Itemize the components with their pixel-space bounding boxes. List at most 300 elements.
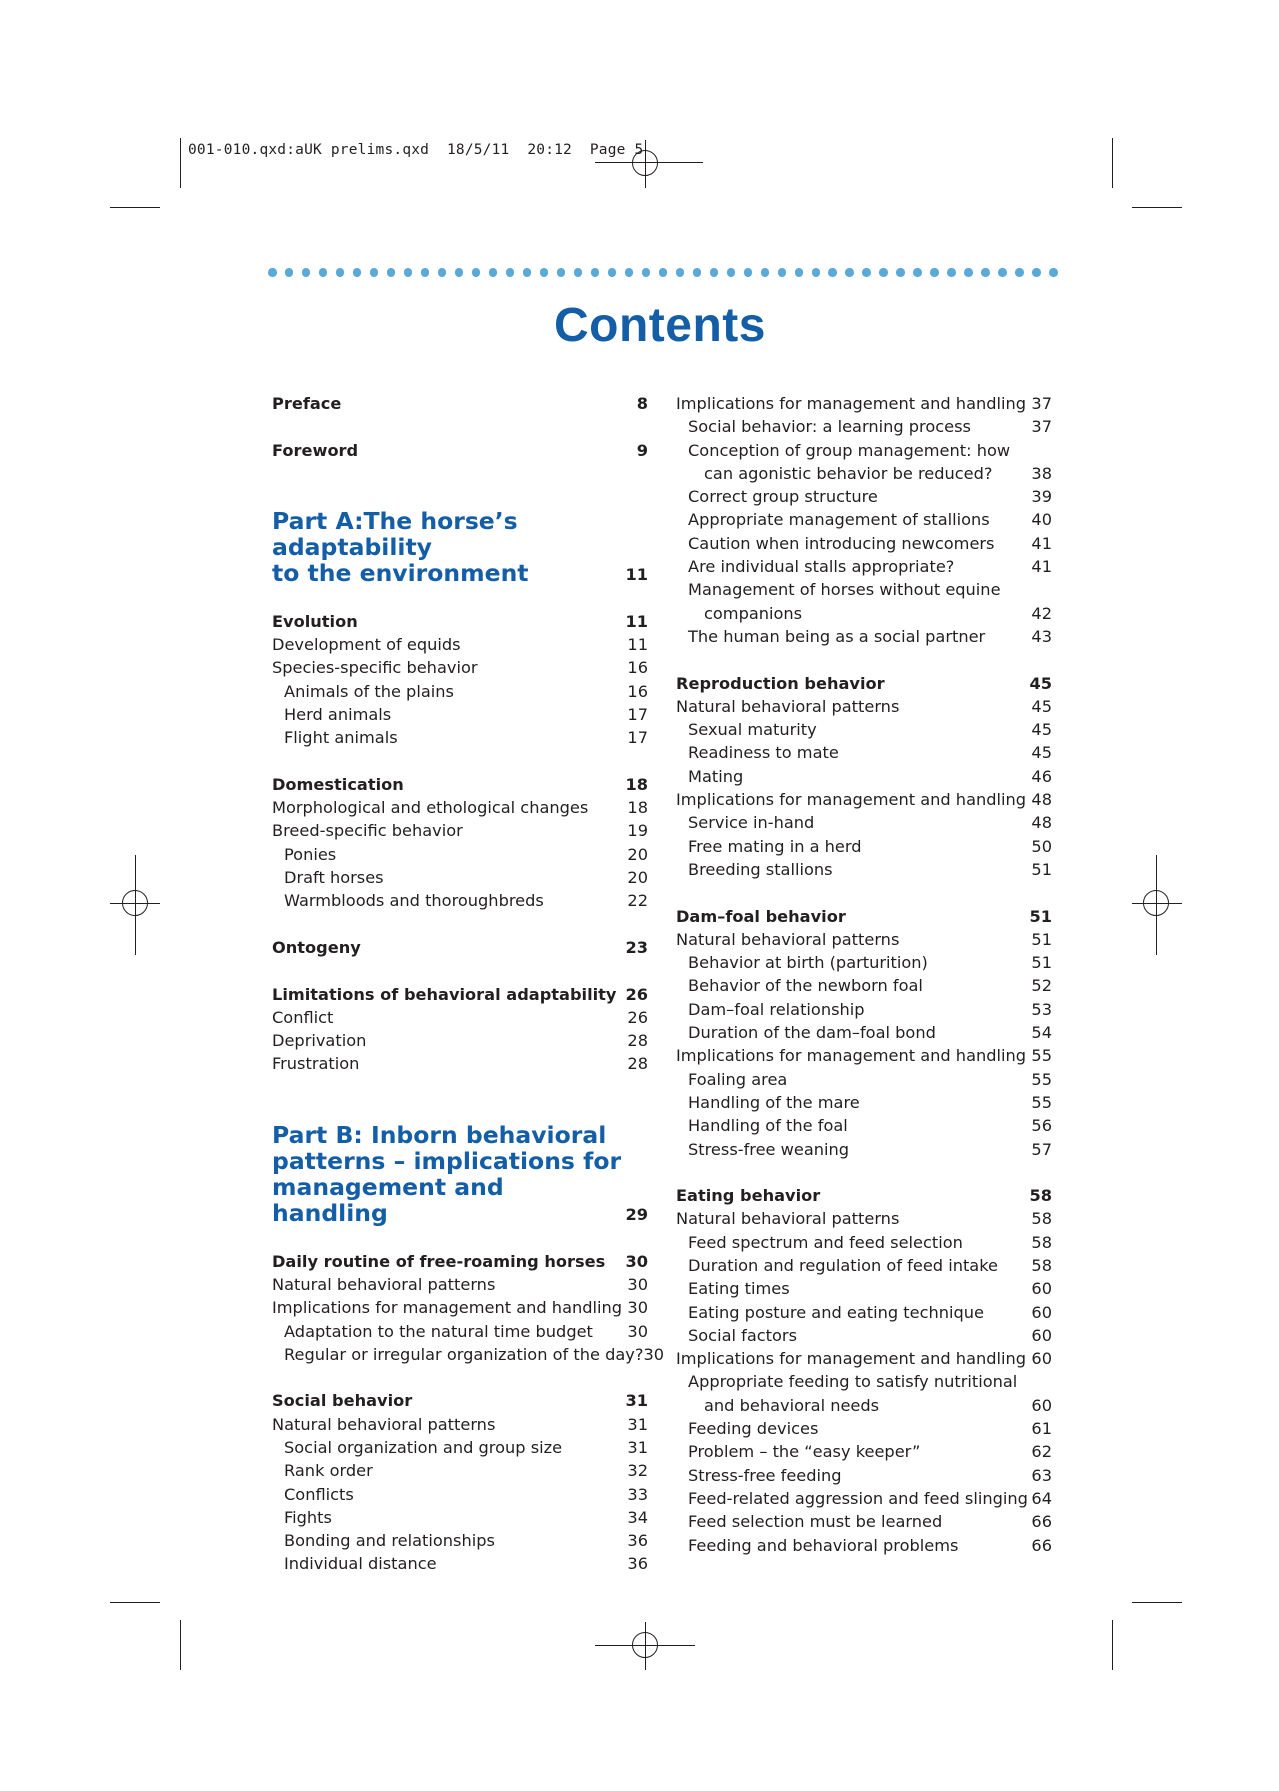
toc-chapter-entry[interactable] <box>676 672 1052 695</box>
toc-page-number: 36 <box>627 1531 648 1551</box>
toc-page-number: 60 <box>1031 1279 1052 1299</box>
toc-entry-title: Appropriate feeding to satisfy nutritional <box>688 1372 1018 1392</box>
toc-chapter-entry[interactable] <box>272 439 648 462</box>
rule-dot <box>964 268 973 277</box>
toc-page-number: 45 <box>1031 696 1052 716</box>
toc-entry-title: Development of equids <box>272 635 461 655</box>
crop-mark-tl-h <box>110 207 160 208</box>
toc-page-number: 55 <box>1031 1069 1052 1089</box>
toc-entry[interactable] <box>272 1552 648 1575</box>
toc-entry-title: Handling of the foal <box>688 1116 848 1136</box>
toc-page-number: 20 <box>627 844 648 864</box>
toc-entry-title: Caution when introducing newcomers <box>688 533 995 553</box>
toc-entry[interactable] <box>676 439 1052 462</box>
page-title: Contents <box>554 299 766 352</box>
toc-entry[interactable] <box>676 1464 1052 1487</box>
toc-entry-title: Deprivation <box>272 1031 367 1051</box>
toc-part-title: Part A:The horse’s adaptability to the environment <box>272 507 529 588</box>
toc-entry-title: Mating <box>688 766 744 786</box>
toc-entry-title: Feeding devices <box>688 1419 819 1439</box>
toc-entry-title: Fights <box>284 1507 332 1527</box>
toc-entry[interactable] <box>272 866 648 889</box>
toc-spacer <box>272 959 648 982</box>
toc-entry-title: Stress-free weaning <box>688 1139 850 1159</box>
toc-entry-title: Limitations of behavioral adaptability <box>272 984 617 1004</box>
toc-page-number: 57 <box>1031 1139 1052 1159</box>
toc-page-number: 58 <box>1029 1186 1052 1206</box>
toc-page-number: 30 <box>627 1274 648 1294</box>
toc-page-number: 33 <box>627 1484 648 1504</box>
toc-spacer <box>272 1076 648 1123</box>
rule-dot <box>489 268 498 277</box>
toc-spacer <box>272 1226 648 1249</box>
toc-entry[interactable] <box>676 811 1052 834</box>
toc-page-number: 37 <box>1031 417 1052 437</box>
toc-entry[interactable] <box>676 1021 1052 1044</box>
rule-dot <box>659 268 668 277</box>
toc-entry[interactable] <box>676 1510 1052 1533</box>
toc-page-number: 32 <box>627 1461 648 1481</box>
rule-dot <box>387 268 396 277</box>
toc-entry[interactable] <box>272 703 648 726</box>
toc-entry[interactable] <box>676 1370 1052 1393</box>
rule-dot <box>353 268 362 277</box>
toc-entry-title: companions <box>704 603 803 623</box>
toc-entry-title: can agonistic behavior be reduced? <box>704 463 993 483</box>
toc-entry-title: Social organization and group size <box>284 1437 563 1457</box>
toc-spacer <box>676 648 1052 671</box>
toc-entry-title: and behavioral needs <box>704 1395 880 1415</box>
toc-entry[interactable] <box>676 1091 1052 1114</box>
toc-entry-title: Daily routine of free-roaming horses <box>272 1251 606 1271</box>
toc-entry-title: Conception of group management: how <box>688 440 1011 460</box>
toc-entry-title: Implications for management and handling <box>272 1298 623 1318</box>
toc-page-number: 29 <box>625 1205 648 1225</box>
toc-entry-title: Implications for management and handling <box>676 1349 1027 1369</box>
toc-page-number: 31 <box>625 1391 648 1411</box>
toc-chapter-entry[interactable] <box>676 905 1052 928</box>
toc-entry-title: Natural behavioral patterns <box>676 696 900 716</box>
toc-page-number: 58 <box>1031 1209 1052 1229</box>
toc-entry-title: Foaling area <box>688 1069 788 1089</box>
toc-entry-title: Breed-specific behavior <box>272 821 463 841</box>
toc-entry-title: Correct group structure <box>688 487 878 507</box>
rule-dot <box>676 268 685 277</box>
toc-entry[interactable] <box>676 555 1052 578</box>
toc-entry-title: Behavior of the newborn foal <box>688 976 923 996</box>
toc-entry-title: Eating posture and eating technique <box>688 1302 985 1322</box>
toc-entry-title: Reproduction behavior <box>676 673 885 693</box>
toc-entry[interactable] <box>676 462 1052 485</box>
toc-entry[interactable] <box>272 680 648 703</box>
rule-dot <box>557 268 566 277</box>
toc-page-number: 58 <box>1031 1255 1052 1275</box>
toc-entry-title: Duration and regulation of feed intake <box>688 1255 998 1275</box>
toc-page-number: 43 <box>1031 626 1052 646</box>
toc-entry-title: Free mating in a herd <box>688 836 862 856</box>
toc-page-number: 46 <box>1031 766 1052 786</box>
toc-entry-title: Management of horses without equine <box>688 580 1001 600</box>
toc-entry[interactable] <box>272 1273 648 1296</box>
toc-entry[interactable] <box>676 951 1052 974</box>
toc-page-number: 42 <box>1031 603 1052 623</box>
rule-dot <box>947 268 956 277</box>
toc-chapter-entry[interactable] <box>272 392 648 415</box>
toc-entry[interactable] <box>676 1487 1052 1510</box>
toc-page-number: 30 <box>643 1344 665 1364</box>
toc-page-number: 17 <box>627 704 648 724</box>
toc-entry-title: Domestication <box>272 774 404 794</box>
toc-entry[interactable] <box>272 1343 665 1366</box>
toc-entry[interactable] <box>676 998 1052 1021</box>
toc-page-number: 28 <box>627 1054 648 1074</box>
toc-entry[interactable] <box>676 765 1052 788</box>
rule-dot <box>1049 268 1058 277</box>
toc-entry-title: Morphological and ethological changes <box>272 798 589 818</box>
toc-entry-title: Frustration <box>272 1054 360 1074</box>
rule-dot <box>727 268 736 277</box>
rule-dot <box>913 268 922 277</box>
toc-chapter-entry[interactable] <box>272 1250 648 1273</box>
toc-entry-title: Eating times <box>688 1279 790 1299</box>
toc-entry[interactable] <box>676 392 1052 415</box>
toc-page-number: 55 <box>1031 1046 1052 1066</box>
toc-page-number: 62 <box>1031 1442 1052 1462</box>
toc-entry[interactable] <box>272 1296 648 1319</box>
crop-mark-br-h <box>1132 1602 1182 1603</box>
toc-page-number: 30 <box>627 1321 648 1341</box>
toc-entry-title: Implications for management and handling <box>676 1046 1027 1066</box>
toc-entry-title: Eating behavior <box>676 1186 821 1206</box>
crop-mark-br-v <box>1112 1620 1113 1670</box>
toc-entry-title: Are individual stalls appropriate? <box>688 557 955 577</box>
toc-entry[interactable] <box>272 1436 648 1459</box>
toc-page-number: 66 <box>1031 1535 1052 1555</box>
toc-entry-title: Regular or irregular organization of the day? <box>284 1344 644 1364</box>
rule-dot <box>795 268 804 277</box>
toc-page-number: 23 <box>625 937 648 957</box>
rule-dot <box>1015 268 1024 277</box>
toc-page-number: 51 <box>1031 859 1052 879</box>
dotted-rule <box>268 268 1058 280</box>
toc-page-number: 40 <box>1031 510 1052 530</box>
toc-entry-title: Natural behavioral patterns <box>272 1274 496 1294</box>
toc-page-number: 16 <box>627 658 648 678</box>
toc-entry-title: Dam–foal relationship <box>688 999 865 1019</box>
toc-entry-title: Ontogeny <box>272 937 361 957</box>
rule-dot <box>455 268 464 277</box>
toc-entry[interactable] <box>272 1529 648 1552</box>
toc-entry[interactable] <box>676 1440 1052 1463</box>
toc-chapter-entry[interactable] <box>272 983 648 1006</box>
rule-dot <box>998 268 1007 277</box>
toc-page-number: 45 <box>1029 673 1052 693</box>
toc-part-title: Part B: Inborn behavioral patterns – implications for management and handling <box>272 1121 622 1228</box>
toc-spacer <box>676 881 1052 904</box>
toc-entry-title: Behavior at birth (parturition) <box>688 953 928 973</box>
toc-entry[interactable] <box>272 889 648 912</box>
reg-mark-right-circle <box>1143 890 1169 916</box>
toc-entry[interactable] <box>272 1052 648 1075</box>
toc-spacer <box>272 462 648 509</box>
toc-entry-title: Natural behavioral patterns <box>272 1414 496 1434</box>
toc-entry[interactable] <box>676 1301 1052 1324</box>
rule-dot <box>574 268 583 277</box>
rule-dot <box>862 268 871 277</box>
toc-entry[interactable] <box>676 1417 1052 1440</box>
toc-entry-title: Breeding stallions <box>688 859 833 879</box>
toc-spacer <box>272 1366 648 1389</box>
toc-entry-title: Feed spectrum and feed selection <box>688 1232 963 1252</box>
toc-page-number: 11 <box>625 611 648 631</box>
toc-spacer <box>272 750 648 773</box>
toc-part-heading[interactable] <box>272 508 648 586</box>
rule-dot <box>930 268 939 277</box>
printer-slug: 001-010.qxd:aUK prelims.qxd 18/5/11 20:12 Page 5 <box>188 142 644 158</box>
reg-mark-bottom-circle <box>632 1632 658 1658</box>
crop-mark-bl-v <box>180 1620 181 1670</box>
toc-entry-title: Conflict <box>272 1007 334 1027</box>
toc-entry[interactable] <box>676 1324 1052 1347</box>
toc-entry[interactable] <box>676 741 1052 764</box>
rule-dot <box>336 268 345 277</box>
toc-entry-title: Problem – the “easy keeper” <box>688 1442 921 1462</box>
toc-left-column <box>272 392 665 1576</box>
toc-page-number: 28 <box>627 1031 648 1051</box>
toc-entry[interactable] <box>272 1459 648 1482</box>
toc-entry-title: Flight animals <box>284 728 398 748</box>
toc-page-number: 52 <box>1031 976 1052 996</box>
toc-entry-title: Implications for management and handling <box>676 790 1027 810</box>
toc-page-number: 64 <box>1031 1488 1052 1508</box>
rule-dot <box>523 268 532 277</box>
toc-entry-title: Ponies <box>284 844 337 864</box>
toc-entry-title: Natural behavioral patterns <box>676 929 900 949</box>
toc-page-number: 26 <box>627 1007 648 1027</box>
toc-page-number: 36 <box>627 1554 648 1574</box>
toc-entry[interactable] <box>272 1029 648 1052</box>
toc-page-number: 19 <box>627 821 648 841</box>
toc-page-number: 41 <box>1031 533 1052 553</box>
toc-entry[interactable] <box>676 485 1052 508</box>
toc-spacer <box>676 1161 1052 1184</box>
toc-entry[interactable] <box>676 1534 1052 1557</box>
toc-page-number: 22 <box>627 891 648 911</box>
toc-page-number: 8 <box>636 394 648 413</box>
toc-page-number: 60 <box>1031 1325 1052 1345</box>
toc-entry-title: Handling of the mare <box>688 1092 860 1112</box>
toc-page-number: 58 <box>1031 1232 1052 1252</box>
toc-entry-title: Social behavior: a learning process <box>688 417 971 437</box>
toc-page-number: 30 <box>625 1251 648 1271</box>
toc-page-number: 66 <box>1031 1512 1052 1532</box>
rule-dot <box>896 268 905 277</box>
toc-entry-title: Feed-related aggression and feed slinging <box>688 1488 1028 1508</box>
rule-dot <box>761 268 770 277</box>
toc-entry[interactable] <box>272 1506 648 1529</box>
toc-page-number: 26 <box>625 984 648 1004</box>
toc-spacer <box>272 415 648 438</box>
rule-dot <box>608 268 617 277</box>
toc-page-number: 17 <box>627 728 648 748</box>
toc-part-heading[interactable] <box>272 1122 648 1226</box>
toc-entry-title: Natural behavioral patterns <box>676 1209 900 1229</box>
toc-entry[interactable] <box>676 718 1052 741</box>
reg-mark-left-circle <box>122 890 148 916</box>
toc-entry[interactable] <box>676 974 1052 997</box>
toc-page-number: 18 <box>627 798 648 818</box>
toc-entry-title: Herd animals <box>284 704 392 724</box>
toc-entry[interactable] <box>676 415 1052 438</box>
rule-dot <box>319 268 328 277</box>
toc-page-number: 30 <box>627 1298 648 1318</box>
rule-dot <box>981 268 990 277</box>
toc-entry[interactable] <box>676 928 1052 951</box>
rule-dot <box>370 268 379 277</box>
toc-page-number: 38 <box>1031 463 1052 483</box>
toc-entry-title: Conflicts <box>284 1484 354 1504</box>
toc-entry-title: Adaptation to the natural time budget <box>284 1321 593 1341</box>
toc-entry[interactable] <box>272 1006 648 1029</box>
toc-page-number: 31 <box>627 1414 648 1434</box>
toc-chapter-entry[interactable] <box>272 1389 648 1412</box>
crop-mark-tl-v <box>180 138 181 188</box>
rule-dot <box>744 268 753 277</box>
toc-entry-title: Appropriate management of stallions <box>688 510 990 530</box>
toc-entry-title: Readiness to mate <box>688 743 839 763</box>
rule-dot <box>472 268 481 277</box>
toc-entry[interactable] <box>676 625 1052 648</box>
toc-page-number: 54 <box>1031 1023 1052 1043</box>
toc-page-number: 11 <box>627 635 648 655</box>
toc-entry-title: Feeding and behavioral problems <box>688 1535 959 1555</box>
crop-mark-bl-h <box>110 1602 160 1603</box>
toc-entry[interactable] <box>676 1138 1052 1161</box>
toc-page-number: 53 <box>1031 999 1052 1019</box>
toc-page-number: 45 <box>1031 743 1052 763</box>
rule-dot <box>285 268 294 277</box>
toc-entry[interactable] <box>676 1207 1052 1230</box>
toc-entry-title: Foreword <box>272 440 359 460</box>
toc-chapter-entry[interactable] <box>272 610 648 633</box>
rule-dot <box>642 268 651 277</box>
toc-entry[interactable] <box>676 1231 1052 1254</box>
crop-mark-tr-v <box>1112 138 1113 188</box>
toc-chapter-entry[interactable] <box>272 773 648 796</box>
toc-entry[interactable] <box>676 695 1052 718</box>
toc-entry[interactable] <box>676 1394 1052 1417</box>
toc-entry-title: Animals of the plains <box>284 681 454 701</box>
rule-dot <box>710 268 719 277</box>
toc-page-number: 31 <box>627 1437 648 1457</box>
toc-entry-title: Individual distance <box>284 1554 437 1574</box>
toc-entry[interactable] <box>272 1320 648 1343</box>
toc-page-number: 63 <box>1031 1465 1052 1485</box>
toc-page-number: 51 <box>1029 906 1052 926</box>
toc-entry[interactable] <box>676 578 1052 601</box>
toc-entry-title: Implications for management and handling <box>676 394 1027 413</box>
rule-dot <box>506 268 515 277</box>
toc-spacer <box>272 586 648 609</box>
toc-entry[interactable] <box>676 1254 1052 1277</box>
toc-entry[interactable] <box>676 788 1052 811</box>
toc-entry-title: Sexual maturity <box>688 720 817 740</box>
toc-page-number: 16 <box>627 681 648 701</box>
toc-page-number: 48 <box>1031 813 1052 833</box>
toc-entry[interactable] <box>272 726 648 749</box>
rule-dot <box>828 268 837 277</box>
toc-entry-title: Duration of the dam–foal bond <box>688 1023 936 1043</box>
toc-entry-title: Preface <box>272 394 342 413</box>
toc-entry[interactable] <box>676 835 1052 858</box>
toc-entry-title: Social behavior <box>272 1391 413 1411</box>
toc-spacer <box>272 913 648 936</box>
toc-entry[interactable] <box>272 633 648 656</box>
toc-page-number: 60 <box>1031 1302 1052 1322</box>
toc-page-number: 51 <box>1031 929 1052 949</box>
toc-chapter-entry[interactable] <box>676 1184 1052 1207</box>
toc-entry[interactable] <box>272 656 648 679</box>
toc-entry[interactable] <box>676 602 1052 625</box>
toc-entry[interactable] <box>676 1114 1052 1137</box>
toc-page-number: 39 <box>1031 487 1052 507</box>
rule-dot <box>421 268 430 277</box>
toc-right-column <box>676 392 1052 1557</box>
toc-chapter-entry[interactable] <box>272 936 648 959</box>
toc-page-number: 34 <box>627 1507 648 1527</box>
toc-entry-title: Bonding and relationships <box>284 1531 495 1551</box>
rule-dot <box>845 268 854 277</box>
toc-entry-title: Warmbloods and thoroughbreds <box>284 891 544 911</box>
toc-page-number: 56 <box>1031 1116 1052 1136</box>
rule-dot <box>302 268 311 277</box>
toc-page-number: 9 <box>636 440 648 460</box>
toc-entry[interactable] <box>676 1068 1052 1091</box>
toc-entry[interactable] <box>676 1044 1052 1067</box>
rule-dot <box>540 268 549 277</box>
toc-page-number: 20 <box>627 868 648 888</box>
toc-page-number: 51 <box>1031 953 1052 973</box>
toc-page-number: 11 <box>625 565 648 585</box>
toc-entry-title: The human being as a social partner <box>688 626 986 646</box>
toc-page-number: 37 <box>1031 394 1052 413</box>
rule-dot <box>625 268 634 277</box>
rule-dot <box>879 268 888 277</box>
toc-page-number: 45 <box>1031 720 1052 740</box>
toc-entry[interactable] <box>676 508 1052 531</box>
toc-entry[interactable] <box>272 796 648 819</box>
toc-entry-title: Social factors <box>688 1325 797 1345</box>
toc-entry[interactable] <box>676 532 1052 555</box>
rule-dot <box>778 268 787 277</box>
toc-page-number: 41 <box>1031 557 1052 577</box>
rule-dot <box>1032 268 1041 277</box>
toc-entry[interactable] <box>272 819 648 842</box>
toc-entry[interactable] <box>676 858 1052 881</box>
rule-dot <box>591 268 600 277</box>
rule-dot <box>268 268 277 277</box>
toc-page-number: 50 <box>1031 836 1052 856</box>
rule-dot <box>404 268 413 277</box>
toc-entry[interactable] <box>272 843 648 866</box>
reg-mark-top-circle <box>632 150 658 176</box>
toc-entry[interactable] <box>676 1277 1052 1300</box>
toc-entry[interactable] <box>676 1347 1052 1370</box>
toc-entry[interactable] <box>272 1483 648 1506</box>
toc-page-number: 60 <box>1031 1349 1052 1369</box>
toc-entry-title: Stress-free feeding <box>688 1465 842 1485</box>
toc-entry[interactable] <box>272 1413 648 1436</box>
